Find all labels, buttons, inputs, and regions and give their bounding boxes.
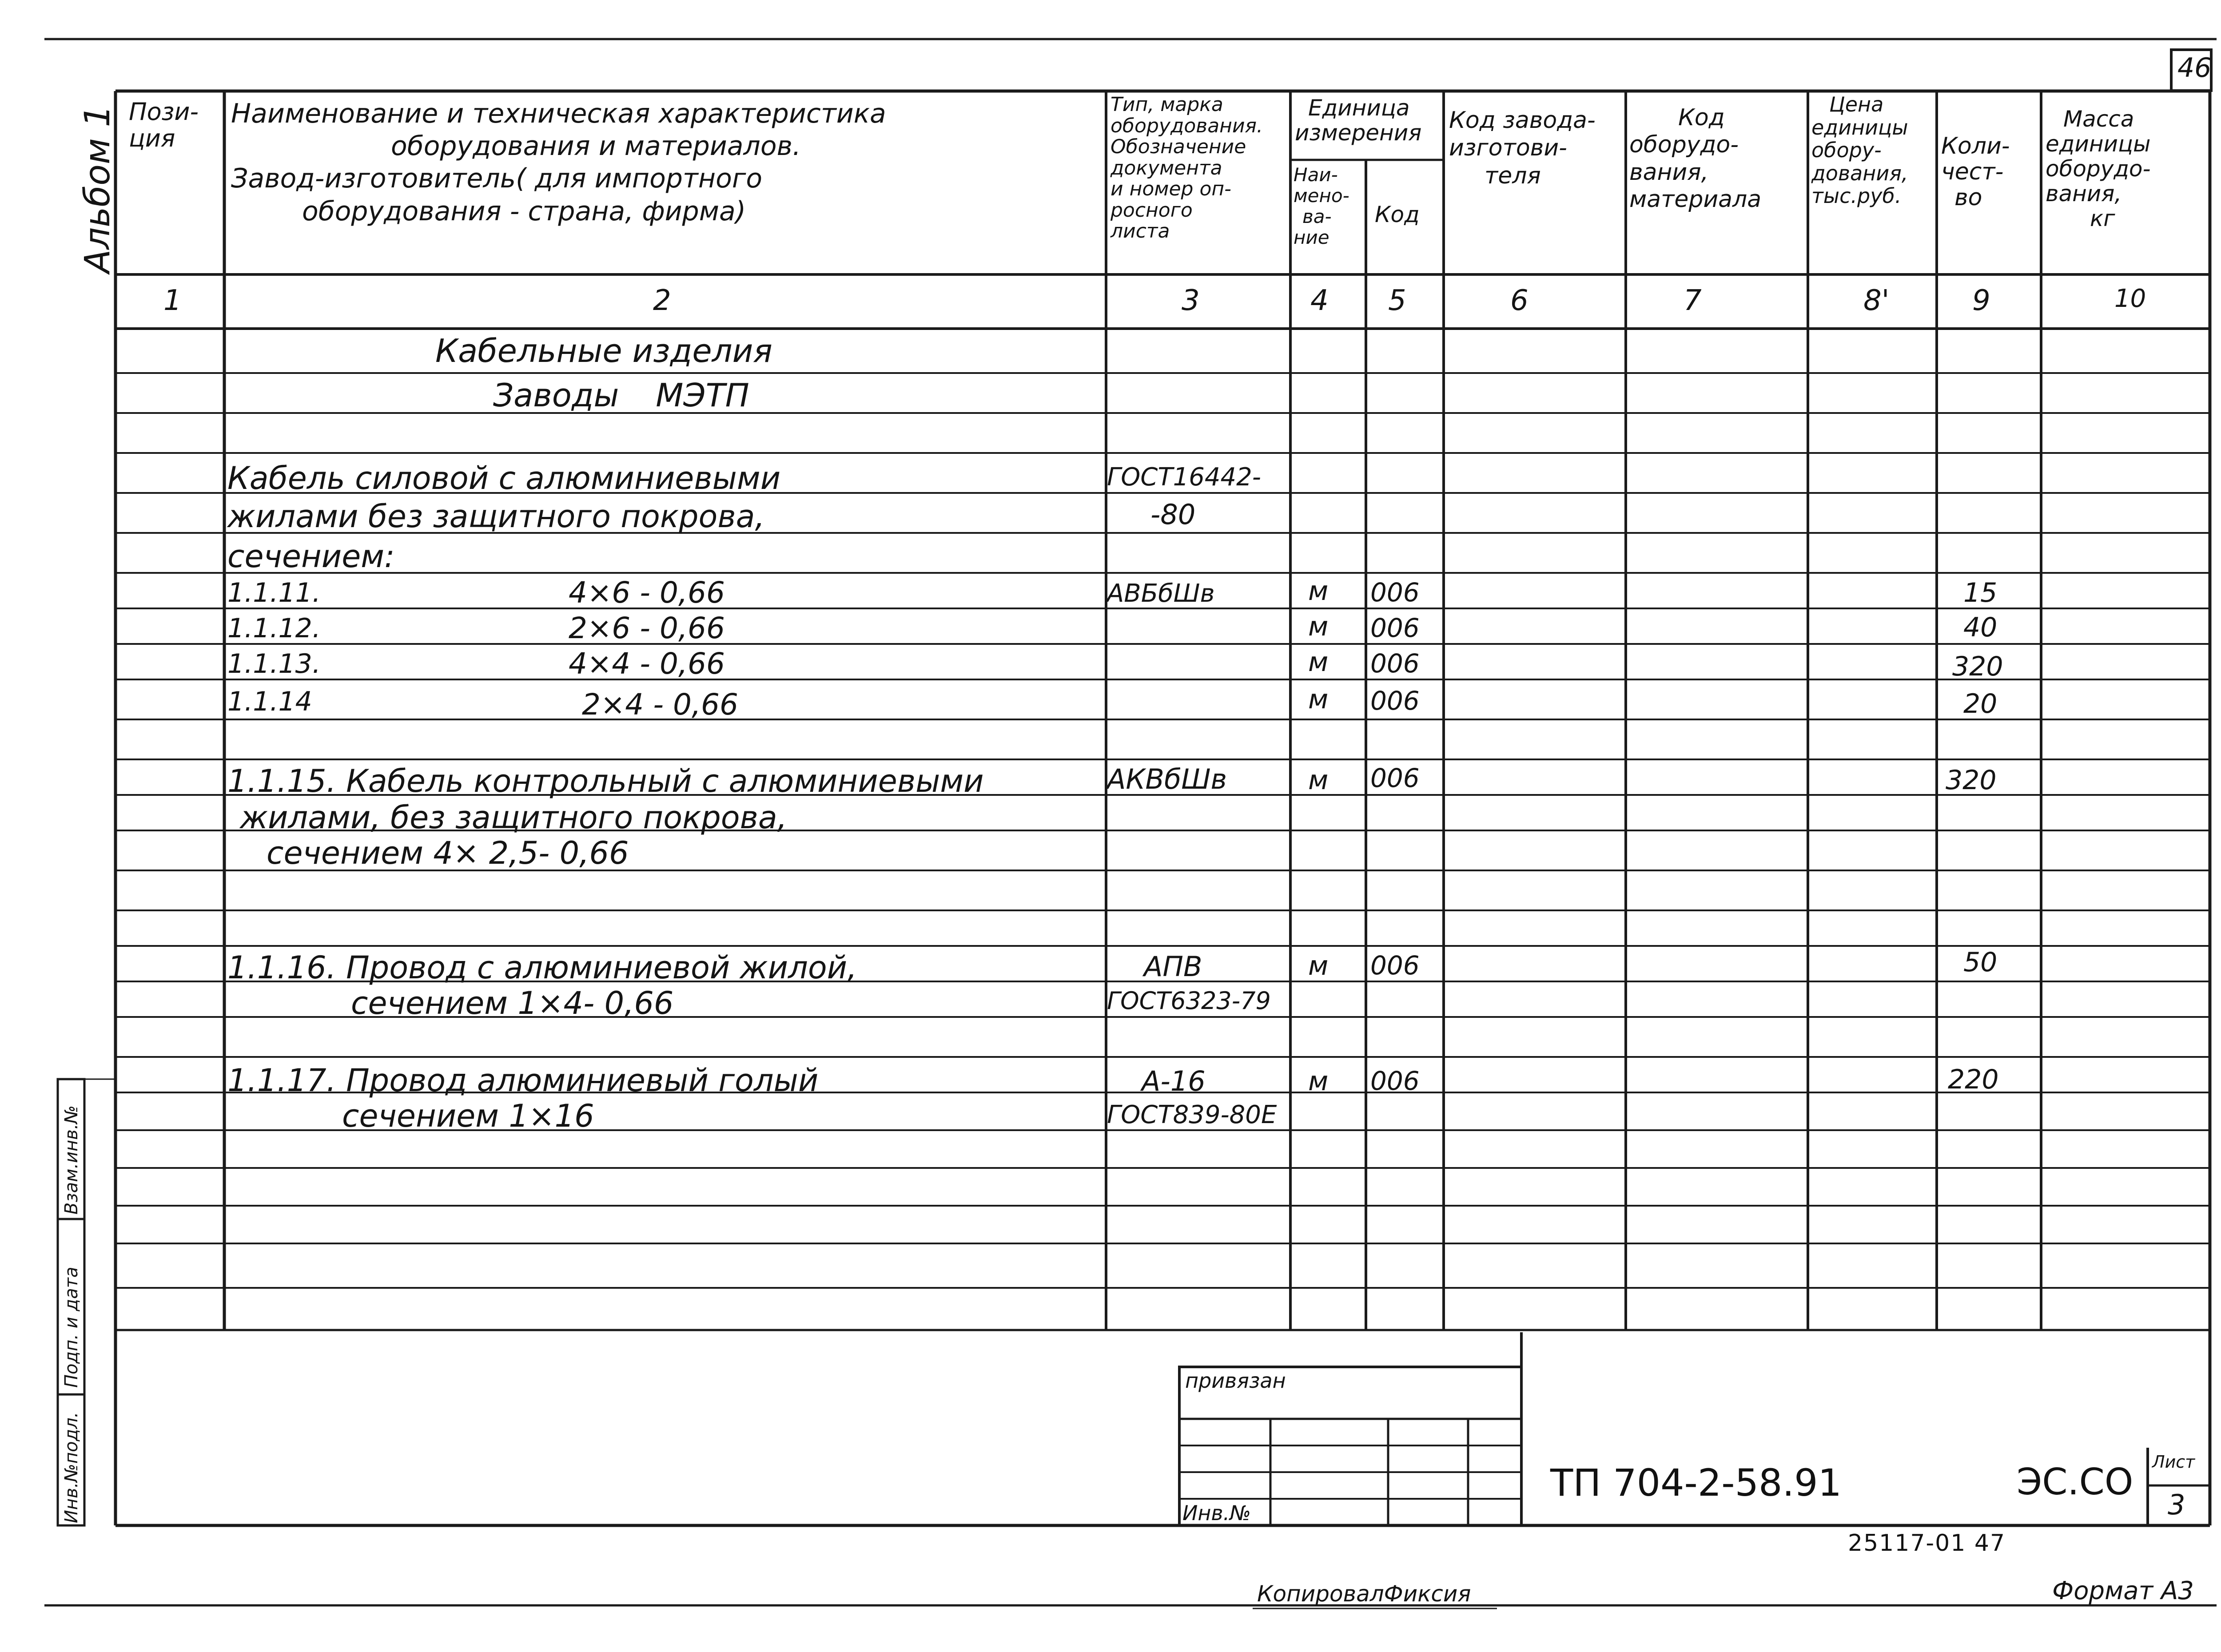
- header-line: Коли-: [1941, 133, 2010, 159]
- header-line: оборудования - страна, фирма): [302, 195, 746, 227]
- item-unit: м: [1308, 765, 1329, 796]
- item-type: АВБбШв: [1107, 579, 1215, 608]
- sheet-label: Лист: [2152, 1452, 2195, 1472]
- item-unit-code: 006: [1370, 1066, 1420, 1096]
- sheet-number: 46: [2177, 52, 2212, 83]
- header-line: Код: [1678, 104, 1725, 131]
- item-text: 1.1.17. Провод алюминиевый голый: [227, 1062, 819, 1099]
- item-unit-code: 006: [1370, 648, 1420, 679]
- item-section: 2×4 - 0,66: [582, 687, 739, 722]
- item-type: АПВ: [1144, 950, 1202, 983]
- column-number: 3: [1182, 284, 1200, 317]
- header-line: Цена: [1829, 92, 1884, 116]
- header-line: чест-: [1941, 159, 2004, 186]
- header-line: оборудо-: [2046, 156, 2151, 182]
- header-line: Тип, марка: [1110, 93, 1223, 116]
- item-text: сечением 1×4- 0,66: [351, 985, 674, 1021]
- section-title: Кабельные изделия: [435, 332, 772, 369]
- item-type: ГОСТ839-80Е: [1107, 1100, 1277, 1129]
- header-line: Код: [1375, 202, 1420, 227]
- header-line: оборудования и материалов.: [391, 131, 801, 162]
- item-type: ГОСТ16442-: [1107, 463, 1261, 492]
- item-text: сечением 4× 2,5- 0,66: [267, 835, 629, 871]
- header-line: во: [1954, 184, 1982, 211]
- header-line: ва-: [1302, 206, 1332, 228]
- item-unit: м: [1308, 576, 1329, 607]
- format-label: Формат А3: [2052, 1577, 2194, 1605]
- side-label-replacement-inv: Взам.инв.№: [61, 1105, 82, 1215]
- item-quantity: 15: [1963, 577, 1998, 608]
- header-line: оборудования.: [1110, 114, 1263, 137]
- item-text: жилами без защитного покрова,: [227, 498, 765, 535]
- copied-label: Копировал: [1257, 1581, 1384, 1607]
- section-code: ЭС.СО: [2017, 1461, 2133, 1503]
- header-line: вания,: [1629, 159, 1709, 186]
- header-name: [231, 98, 886, 228]
- column-number: 1: [163, 284, 182, 317]
- header-line: росного: [1110, 199, 1193, 222]
- item-type: А-16: [1142, 1065, 1206, 1097]
- item-unit: м: [1308, 684, 1329, 715]
- header-equipment-code: [1629, 104, 1761, 213]
- column-number: 8': [1863, 284, 1890, 317]
- header-line: листа: [1110, 220, 1170, 243]
- header-line: и номер оп-: [1110, 178, 1232, 201]
- header-line: вания,: [2046, 181, 2122, 206]
- copied-by-label: [1257, 1581, 1471, 1607]
- header-line: дования,: [1811, 161, 1908, 185]
- sheet-value: 3: [2168, 1489, 2185, 1521]
- header-line: документа: [1110, 156, 1222, 179]
- item-position: 1.1.12.: [227, 613, 321, 644]
- header-line: тыс.руб.: [1811, 184, 1902, 208]
- item-section: 4×4 - 0,66: [569, 647, 725, 681]
- header-mass: [2046, 107, 2151, 231]
- header-line: измерения: [1295, 120, 1422, 146]
- header-type: [1110, 94, 1263, 242]
- document-designation: ТП 704-2-58.91: [1550, 1461, 1842, 1505]
- item-quantity: 320: [1952, 651, 2003, 682]
- header-line: обору-: [1811, 138, 1882, 163]
- header-line: Код завода-: [1449, 107, 1596, 134]
- copied-signature: Фиксия: [1384, 1581, 1471, 1607]
- item-text: сечением:: [227, 538, 395, 575]
- item-type: АКВбШв: [1107, 763, 1227, 795]
- item-text: Кабель силовой с алюминиевыми: [227, 460, 781, 496]
- item-position: 1.1.11.: [227, 577, 321, 608]
- stamp-inv-label: Инв.№: [1182, 1501, 1251, 1525]
- header-quantity: [1941, 133, 2010, 211]
- header-line: единицы: [2046, 131, 2151, 157]
- item-text: сечением 1×16: [342, 1098, 594, 1134]
- header-line: Наименование и техническая характеристика: [231, 98, 886, 129]
- header-line: единицы: [1811, 115, 1908, 139]
- header-line: Единица: [1308, 95, 1410, 121]
- header-line: оборудо-: [1629, 131, 1739, 159]
- header-unit-name: [1294, 164, 1349, 248]
- item-text: 1.1.15. Кабель контрольный с алюминиевыми: [227, 763, 984, 799]
- header-line: теля: [1485, 162, 1541, 189]
- column-number: 10: [2114, 284, 2146, 313]
- header-line: Масса: [2063, 106, 2134, 132]
- stamp-bound-label: привязан: [1185, 1369, 1286, 1393]
- item-quantity: 220: [1948, 1064, 1999, 1095]
- item-unit: м: [1308, 611, 1329, 642]
- header-line: Завод-изготовитель( для импортного: [231, 163, 763, 195]
- item-unit-code: 006: [1370, 577, 1420, 608]
- header-line: Наи-: [1294, 164, 1338, 186]
- item-unit-code: 006: [1370, 950, 1420, 981]
- album-label: Альбом 1: [78, 105, 118, 273]
- column-number: 7: [1684, 284, 1702, 317]
- header-line: Пози-: [129, 98, 199, 126]
- header-line: изготови-: [1449, 135, 1567, 162]
- item-type: -80: [1150, 498, 1196, 531]
- item-quantity: 50: [1963, 947, 1998, 978]
- item-text: жилами, без защитного покрова,: [240, 799, 788, 836]
- column-number: 2: [653, 284, 671, 317]
- item-unit-code: 006: [1370, 613, 1420, 643]
- item-quantity: 20: [1963, 688, 1998, 719]
- order-code: 25117-01 47: [1848, 1530, 2006, 1557]
- item-section: 4×6 - 0,66: [569, 576, 725, 610]
- item-unit-code: 006: [1370, 686, 1420, 716]
- section-subtitle: Заводы МЭТП: [493, 377, 749, 414]
- column-number: 4: [1310, 284, 1329, 317]
- column-number: 5: [1388, 284, 1406, 317]
- item-quantity: 320: [1946, 765, 1997, 796]
- item-type: ГОСТ6323-79: [1107, 987, 1271, 1015]
- header-line: материала: [1629, 186, 1762, 213]
- header-line: ция: [129, 124, 175, 153]
- header-line: мено-: [1294, 185, 1349, 207]
- side-label-signature-date: Подп. и дата: [61, 1267, 82, 1388]
- item-section: 2×6 - 0,66: [569, 611, 725, 645]
- header-position: [129, 99, 199, 152]
- header-line: Обозначение: [1110, 135, 1246, 159]
- item-quantity: 40: [1963, 612, 1998, 643]
- header-line: кг: [2090, 206, 2115, 231]
- header-price: [1811, 93, 1908, 208]
- header-unit-code: [1375, 202, 1420, 227]
- item-position: 1.1.14: [227, 686, 312, 717]
- header-line: ние: [1294, 226, 1329, 249]
- header-unit: [1295, 95, 1421, 145]
- item-unit: м: [1308, 1066, 1329, 1097]
- header-plant-code: [1449, 107, 1596, 190]
- item-unit: м: [1308, 950, 1329, 981]
- column-number: 9: [1972, 284, 1990, 317]
- item-position: 1.1.13.: [227, 648, 321, 679]
- item-text: 1.1.16. Провод с алюминиевой жилой,: [227, 949, 857, 986]
- item-unit-code: 006: [1370, 763, 1420, 793]
- column-number: 6: [1510, 284, 1528, 317]
- item-unit: м: [1308, 647, 1329, 678]
- side-label-inv-original: Инв.№подл.: [61, 1412, 82, 1523]
